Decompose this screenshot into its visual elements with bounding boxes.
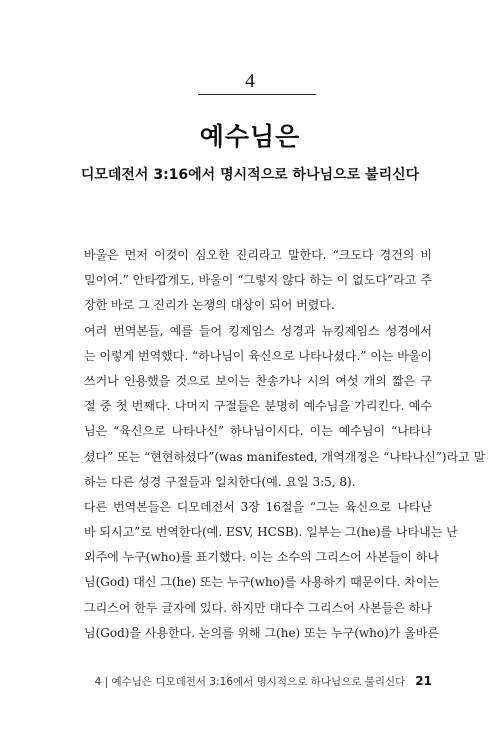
body-line: 는 이렇게 번역했다. “하나님이 육신으로 나타나셨다.” 이는 바울이 xyxy=(84,348,432,363)
body-line: 바 되시고”로 번역한다(예. ESV, HCSB). 일부는 그(he)를 나타내는 난 xyxy=(84,525,458,540)
body-line: 밀이여.” 안타깝게도, 바울이 “그렇지 않다 하는 이 없도다”라고 주 xyxy=(84,273,432,288)
body-line: 쓰거나 인용했을 것으로 보이는 찬송가나 시의 여섯 개의 짧은 구 xyxy=(84,373,432,388)
page-footer xyxy=(0,674,432,689)
body-line: 여러 번역본들, 예를 들어 킹제임스 성경과 뉴킹제임스 성경에서 xyxy=(84,323,432,338)
body-line: 님(God) 대신 그(he) 또는 누구(who)를 사용하기 때문이다. 차이는 xyxy=(84,575,439,590)
body-line: 님은 “육신으로 나타나신” 하나님이시다. 이는 예수님이 “나타나 xyxy=(84,424,432,439)
body-line: 절 중 첫 번째다. 나머지 구절들은 분명히 예수님을 가리킨다. 예수 xyxy=(84,399,432,414)
body-line: 하는 다른 성경 구절들과 일치한다(예. 요일 3:5, 8). xyxy=(84,474,356,489)
body-line: 바울은 먼저 이것이 심오한 진리라고 말한다. “크도다 경건의 비 xyxy=(84,248,432,262)
chapter-subtitle: 디모데전서 3:16에서 명시적으로 하나님으로 불리신다 xyxy=(80,167,420,183)
page-number: 21 xyxy=(415,674,432,688)
running-head: 4 | 예수님은 디모데전서 3:16에서 명시적으로 하나님으로 불리신다 xyxy=(94,676,406,688)
chapter-number: 4 xyxy=(245,70,255,92)
chapter-title: 예수님은 xyxy=(199,122,301,151)
body-line: 셨다” 또는 “현현하셨다”(was manifested, 개역개정은 “나타나신”)라고 말 xyxy=(84,449,486,464)
chapter-divider xyxy=(198,94,316,95)
body-text xyxy=(84,243,486,646)
body-line: 그리스어 한두 글자에 있다. 하지만 대다수 그리스어 사본들은 하나 xyxy=(84,600,432,615)
body-line: 님(God)을 사용한다. 논의를 위해 그(he) 또는 누구(who)가 올바른 xyxy=(84,625,439,640)
body-line: 다른 번역본들은 디모데전서 3장 16절을 “그는 육신으로 나타난 xyxy=(84,499,432,514)
body-line: 외주에 누구(who)를 표기했다. 이는 소수의 그리스어 사본들이 하나 xyxy=(84,550,439,565)
body-line: 장한 바로 그 진리가 논쟁의 대상이 되어 버렸다. xyxy=(84,298,335,313)
